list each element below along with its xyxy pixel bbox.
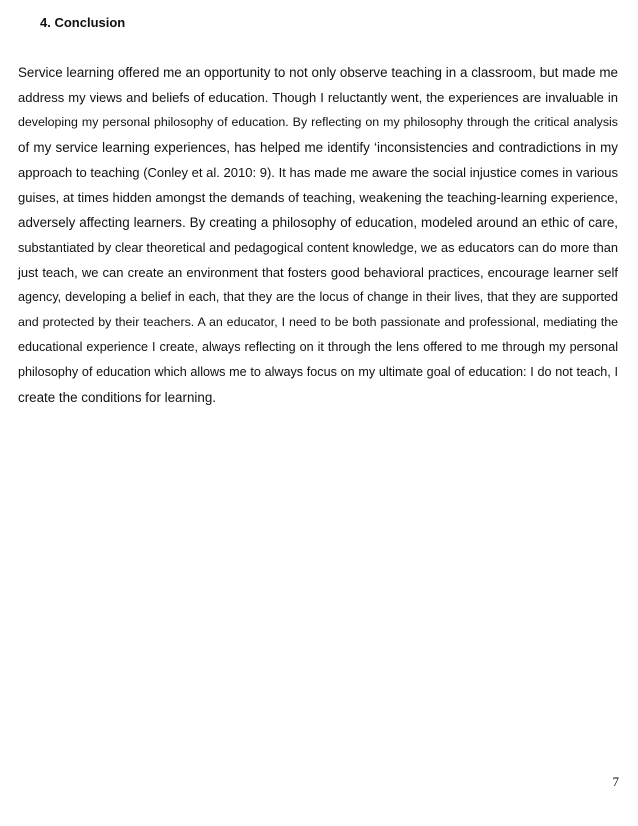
page-number: 7 [612, 774, 619, 789]
paragraph-line: educational experience I create, always reflecting on it through the lens offered to me through my personal [18, 340, 618, 354]
paragraph-line: developing my personal philosophy of education. By reflecting on my philosophy through the critical analysis [18, 115, 618, 129]
section-heading: 4. Conclusion [40, 15, 126, 30]
paragraph-line: just teach, we can create an environment that fosters good behavioral practices, encourage learner self [18, 265, 618, 280]
paragraph-line: substantiated by clear theoretical and pedagogical content knowledge, we as educators can do more than [18, 240, 618, 255]
paragraph-line: guises, at times hidden amongst the demands of teaching, weakening the teaching-learning experience, [18, 190, 618, 205]
paragraph-line: and protected by their teachers. A an educator, I need to be both passionate and professional, mediating the [18, 315, 618, 329]
paragraph-line: adversely affecting learners. By creating a philosophy of education, modeled around an ethic of care, [18, 215, 618, 230]
paragraph-line: agency, developing a belief in each, that they are the locus of change in their lives, that they are supported [18, 290, 618, 304]
paragraph-line: approach to teaching (Conley et al. 2010: 9). It has made me aware the social injustice comes in various [18, 165, 618, 180]
paragraph-line: of my service learning experiences, has helped me identify ‘inconsistencies and contradictions in my [18, 140, 618, 155]
paragraph-line: create the conditions for learning. [18, 390, 217, 405]
paragraph-line: Service learning offered me an opportunity to not only observe teaching in a classroom, but made me [18, 65, 618, 80]
paragraph-line: philosophy of education which allows me to always focus on my ultimate goal of education: I do not teach, I [18, 365, 618, 379]
conclusion-paragraph [18, 60, 618, 410]
paragraph-line: address my views and beliefs of education. Though I reluctantly went, the experiences are invaluable in [18, 90, 618, 105]
